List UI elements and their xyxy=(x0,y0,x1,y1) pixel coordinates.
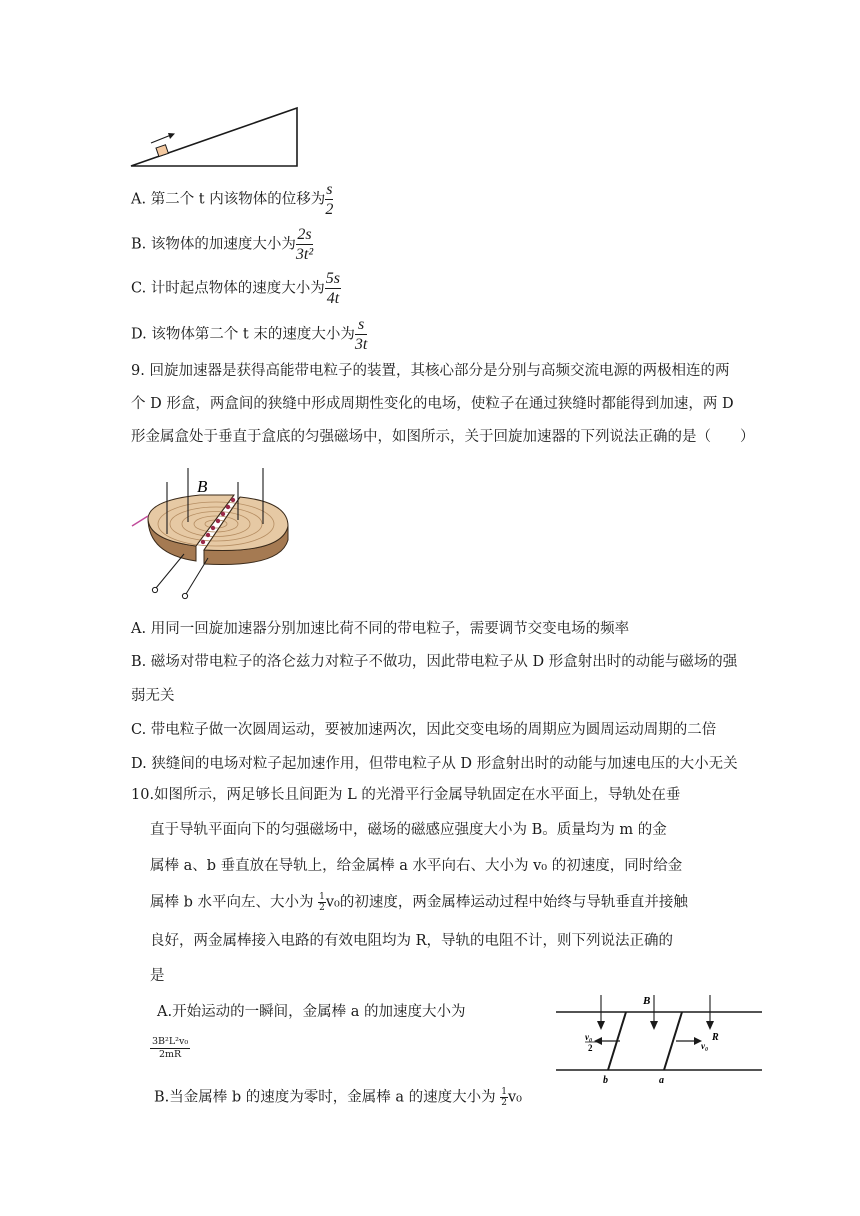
label-rod-a: a xyxy=(659,1075,664,1086)
q8-option-d xyxy=(131,315,367,354)
field-label-b: B xyxy=(197,477,208,496)
label-rod-b: b xyxy=(603,1075,608,1086)
q10-stem-line-1: 10.如图所示，两足够长且间距为 L 的光滑平行金属导轨固定在水平面上，导轨处在垂 xyxy=(131,787,681,803)
q9-option-b-line-1: B. 磁场对带电粒子的洛仑兹力对粒子不做功，因此带电粒子从 D 形盒射出时的动能与磁场的强 xyxy=(131,654,738,670)
q8-option-c xyxy=(131,269,341,308)
q8-option-a xyxy=(131,180,333,219)
label-field-b: B xyxy=(643,995,651,1007)
label-v0-half-num: v₀ xyxy=(585,1032,593,1042)
q8-option-a-text: A. 第二个 t 内该物体的位移为 xyxy=(131,191,326,208)
q10-stem-line-3: 属棒 a、b 垂直放在导轨上，给金属棒 a 水平向右、大小为 v₀ 的初速度，同时给金 xyxy=(150,858,683,874)
q10-option-b-fraction: $\frac{1}{2}$ xyxy=(501,1087,507,1108)
label-r: R xyxy=(712,1032,719,1043)
q8-option-d-fraction: $\frac{s}{3t}$ xyxy=(354,316,368,353)
q8-option-c-text: C. 计时起点物体的速度大小为 xyxy=(131,280,325,297)
motion-arrow-head xyxy=(168,133,175,139)
q10-line4-suffix: v₀的初速度，两金属棒运动过程中始终与导轨垂直并接触 xyxy=(325,894,688,911)
incline-figure xyxy=(125,106,305,172)
q10-stem-line-4 xyxy=(150,892,688,913)
q8-option-d-text: D. 该物体第二个 t 末的速度大小为 xyxy=(131,326,355,343)
cyclotron-figure xyxy=(130,462,300,602)
q8-option-b-text: B. 该物体的加速度大小为 xyxy=(131,236,296,253)
field-arrow-heads xyxy=(597,1021,714,1030)
q10-option-b-text: B.当金属棒 b 的速度为零时，金属棒 a 的速度大小为 xyxy=(154,1089,496,1106)
q9-stem-line-2: 个 D 形盒，两盒间的狭缝中形成周期性变化的电场，使粒子在通过狭缝时都能得到加速，两 D xyxy=(131,396,734,412)
exit-beam xyxy=(132,516,148,526)
q9-option-b-line-2: 弱无关 xyxy=(131,688,175,704)
incline-block xyxy=(156,145,168,157)
q8-option-b-fraction: $\frac{2s}{\text{3t²}}$ xyxy=(295,226,314,263)
q10-line4-prefix: 属棒 b 水平向左、大小为 xyxy=(150,894,314,911)
q10-stem-line-5: 良好，两金属棒接入电路的有效电阻均为 R，导轨的电阻不计，则下列说法正确的 xyxy=(150,933,674,949)
q10-option-a-fraction xyxy=(150,1036,190,1061)
q8-option-b xyxy=(131,225,313,264)
q9-option-c: C. 带电粒子做一次圆周运动，要被加速两次，因此交变电场的周期应为圆周运动周期的二倍 xyxy=(131,722,717,738)
rails-figure xyxy=(548,990,766,1090)
q10-option-a-denominator: 2mR xyxy=(158,1049,182,1060)
q9-stem-line-3: 形金属盒处于垂直于盒底的匀强磁场中，如图所示，关于回旋加速器的下列说法正确的是（ ） xyxy=(131,429,755,445)
velocity-arrow-b-head xyxy=(594,1037,602,1045)
label-v0: v₀ xyxy=(701,1041,709,1051)
q10-option-a: A.开始运动的一瞬间，金属棒 a 的加速度大小为 xyxy=(157,1004,466,1020)
electrode-leads xyxy=(152,554,208,599)
q9-option-a: A. 用同一回旋加速器分别加速比荷不同的带电粒子，需要调节交变电场的频率 xyxy=(131,621,630,637)
q8-option-a-fraction: $\frac{s}{2}$ xyxy=(325,181,334,218)
q8-option-c-fraction: $\frac{5s}{4t}$ xyxy=(325,270,341,307)
q10-line4-fraction: $\frac{1}{2}$ xyxy=(319,892,325,913)
q9-stem-line-1: 9. 回旋加速器是获得高能带电粒子的装置，其核心部分是分别与高频交流电源的两极相连的两 xyxy=(131,363,730,379)
q10-option-b-suffix: v₀ xyxy=(507,1089,522,1106)
q9-option-d: D. 狭缝间的电场对粒子起加速作用，但带电粒子从 D 形盒射出时的动能与加速电压的大小无关 xyxy=(131,756,738,772)
incline-triangle xyxy=(131,108,297,166)
motion-arrow xyxy=(151,135,171,143)
q10-stem-line-2: 直于导轨平面向下的匀强磁场中，磁场的磁感应强度大小为 B。质量均为 m 的金 xyxy=(150,822,667,838)
q10-stem-line-6: 是 xyxy=(150,968,165,984)
label-v0-half-den: 2 xyxy=(588,1043,593,1053)
q10-option-b xyxy=(154,1087,522,1108)
q10-option-a-numerator: 3B²L²v₀ xyxy=(152,1036,189,1047)
